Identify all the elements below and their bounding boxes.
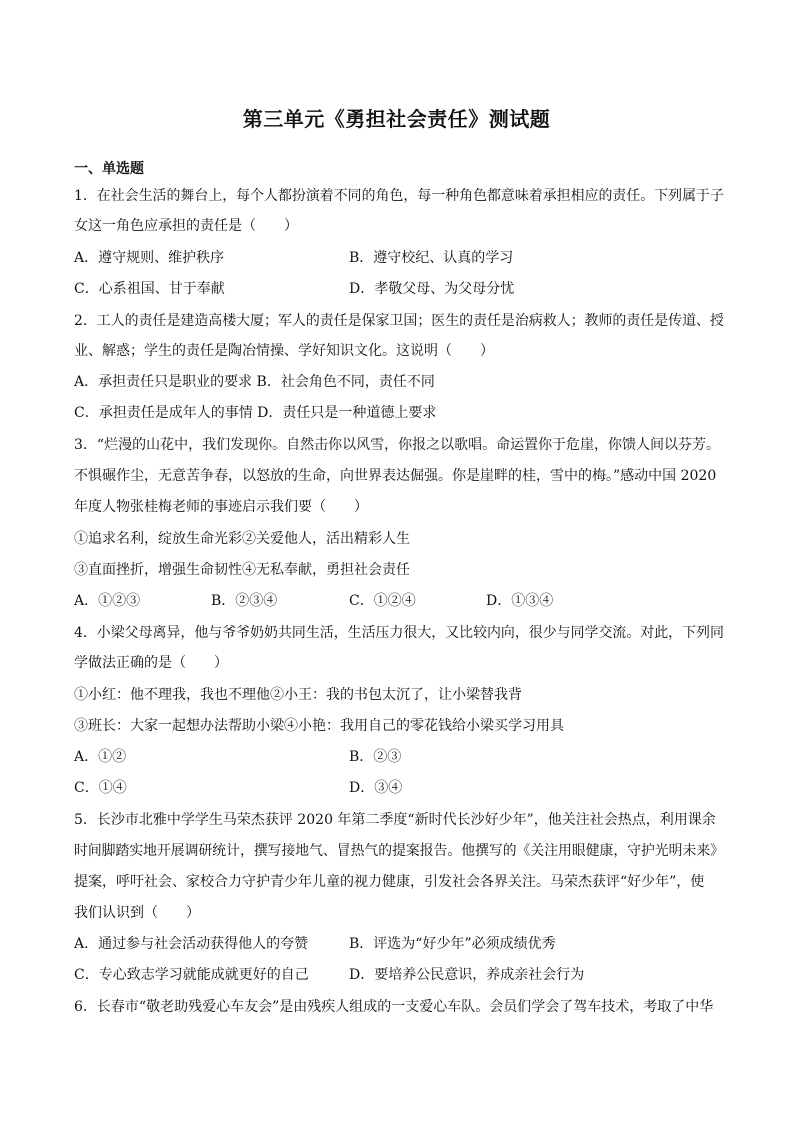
q4-option-c: C．①④ [74, 780, 127, 796]
q2-options-line2: C．承担责任是成年人的事情 D．责任只是一种道德上要求 [74, 405, 437, 421]
q5-option-c: C．专心致志学习就能成就更好的自己 [74, 967, 309, 983]
q1-option-a: A．遵守规则、维护秩序 [74, 250, 225, 266]
q4-stem-line2: 学做法正确的是（ ） [74, 655, 228, 671]
q1-stem-line2: 女这一角色应承担的责任是（ ） [74, 218, 298, 234]
q4-option-a: A．①② [74, 749, 127, 765]
q5-stem-line4: 我们认识到（ ） [74, 905, 200, 921]
q1-option-d: D．孝敬父母、为父母分忧 [349, 281, 515, 297]
q3-stem-line2: 不惧碾作尘，无意苦争春，以怒放的生命，向世界表达倔强。你是崖畔的桂，雪中的梅。”感动中国 2020 [74, 468, 717, 484]
q3-stem-line1: 3．“烂漫的山花中，我们发现你。自然击你以风雪，你报之以歌唱。命运置你于危崖，你馈人间以芬芳。 [74, 437, 721, 453]
q6-stem-line1: 6．长春市“敬老助残爱心车友会”是由残疾人组成的一支爱心车队。会员们学会了驾车技术，考取了中华 [74, 999, 714, 1015]
q3-option-c: C．①②④ [349, 593, 416, 609]
q3-option-b: B．②③④ [211, 593, 278, 609]
q4-option-b: B．②③ [349, 749, 402, 765]
q4-statement-line1: ①小红：他不理我，我也不理他②小王：我的书包太沉了，让小梁替我背 [74, 687, 522, 703]
q5-stem-line2: 时间脚踏实地开展调研统计，撰写接地气、冒热气的提案报告。他撰写的《关注用眼健康，守护光明未来》 [74, 843, 724, 859]
q3-stem-line3: 年度人物张桂梅老师的事迹启示我们要（ ） [74, 499, 368, 515]
q1-option-c: C．心系祖国、甘于奉献 [74, 281, 225, 297]
q1-option-b: B．遵守校纪、认真的学习 [349, 250, 514, 266]
page-title: 第三单元《勇担社会责任》测试题 [242, 107, 551, 131]
q5-option-b: B．评选为“好少年”必须成绩优秀 [349, 936, 556, 952]
q4-statement-line2: ③班长：大家一起想办法帮助小梁④小艳：我用自己的零花钱给小梁买学习用具 [74, 718, 564, 734]
q2-options-line1: A．承担责任只是职业的要求 B．社会角色不同，责任不同 [74, 374, 435, 390]
q2-stem-line1: 2．工人的责任是建造高楼大厦；军人的责任是保家卫国；医生的责任是治病救人；教师的责任是传道、授 [74, 313, 724, 329]
q5-option-d: D．要培养公民意识，养成亲社会行为 [349, 967, 585, 983]
q5-stem-line3: 提案，呼吁社会、家校合力守护青少年儿童的视力健康，引发社会各界关注。马荣杰获评“好少年”，使 [74, 874, 705, 890]
q3-statement-line2: ③直面挫折，增强生命韧性④无私奉献，勇担社会责任 [74, 562, 410, 578]
q4-stem-line1: 4．小梁父母离异，他与爷爷奶奶共同生活，生活压力很大，又比较内向，很少与同学交流。对此，下列同 [74, 625, 724, 641]
q1-stem-line1: 1．在社会生活的舞台上，每个人都扮演着不同的角色，每一种角色都意味着承担相应的责任。下列属于子 [74, 188, 724, 204]
q4-option-d: D．③④ [349, 780, 403, 796]
q2-stem-line2: 业、解惑；学生的责任是陶冶情操、学好知识文化。这说明（ ） [74, 343, 494, 359]
q3-option-d: D．①③④ [486, 593, 554, 609]
q5-option-a: A．通过参与社会活动获得他人的夸赞 [74, 936, 309, 952]
q5-stem-line1: 5．长沙市北雅中学学生马荣杰获评 2020 年第二季度“新时代长沙好少年”，他关注社会热点，利用课余 [74, 812, 716, 828]
q3-statement-line1: ①追求名利，绽放生命光彩②关爱他人，活出精彩人生 [74, 531, 410, 547]
section-title: 一、单选题 [74, 161, 144, 177]
q3-option-a: A．①②③ [74, 593, 141, 609]
